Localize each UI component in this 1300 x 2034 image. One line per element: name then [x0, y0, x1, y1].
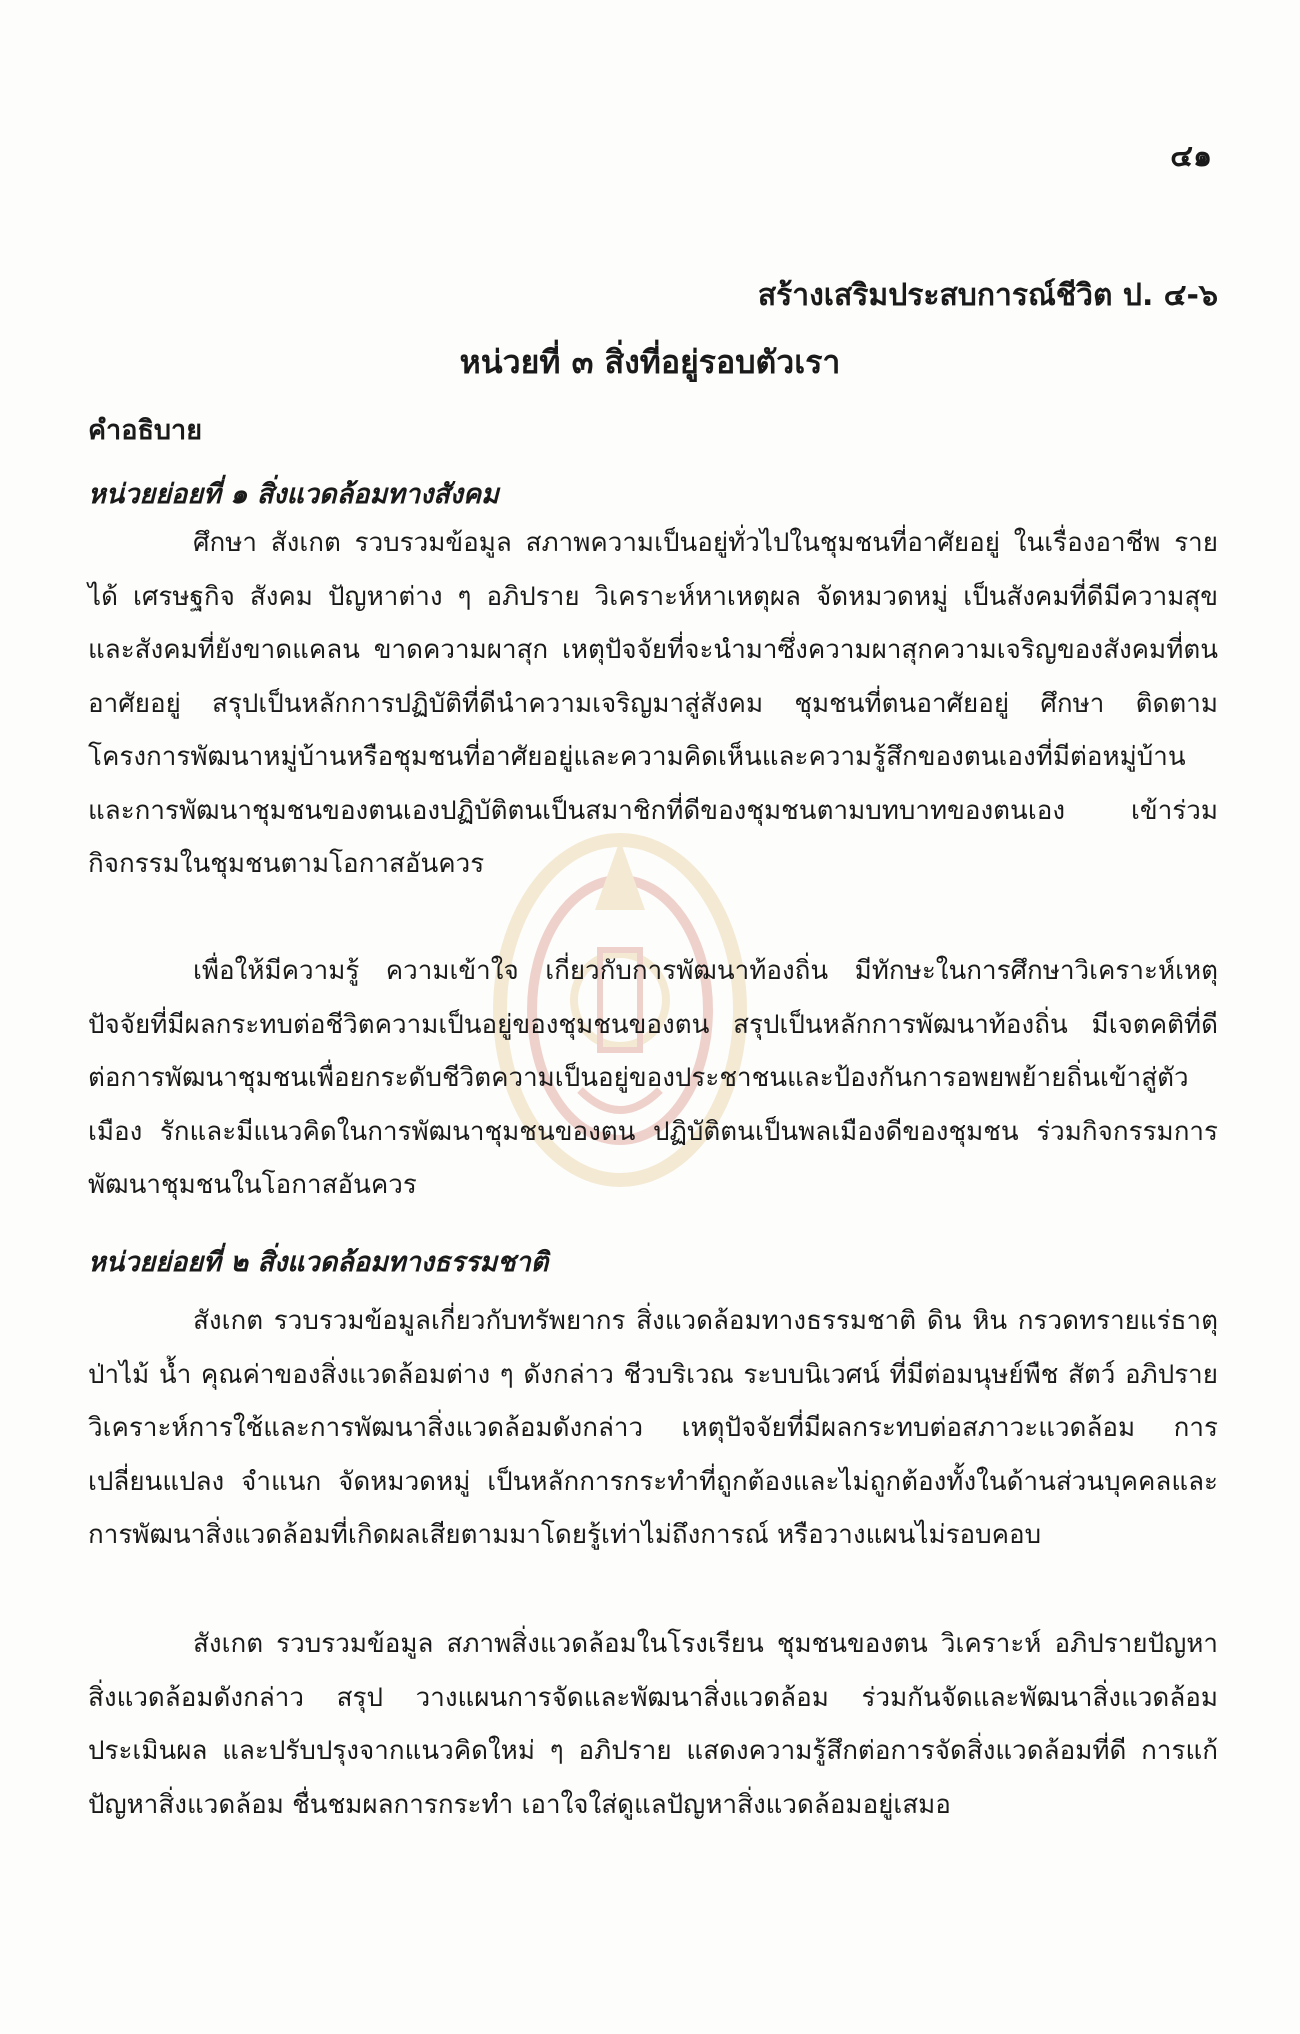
page-number: ๔๑ — [1170, 139, 1212, 174]
section-2-paragraph-2: สังเกต รวบรวมข้อมูล สภาพสิ่งแวดล้อมในโรงเรียน ชุมชนของตน วิเคราะห์ อภิปรายปัญหาสิ่งแวดล้อมดังกล่าว สรุป วางแผนการจัดและพัฒนาสิ่งแวดล้อม ร่วมกันจัดและพัฒนาสิ่งแวดล้อม ประเมินผล และปรับปรุงจากแนวคิดใหม่ ๆ อภิปราย แสดงความรู้สึกต่อการจัดสิ่งแวดล้อมที่ดี การแก้ปัญหาสิ่งแวดล้อม ชื่นชมผลการกระทำ เอาใจใส่ดูแลปัญหาสิ่งแวดล้อมอยู่เสมอ — [88, 1629, 1218, 1820]
course-title: สร้างเสริมประสบการณ์ชีวิต ป. ๔-๖ — [757, 278, 1218, 313]
unit-title: หน่วยที่ ๓ สิ่งที่อยู่รอบตัวเรา — [459, 343, 841, 381]
description-heading: คำอธิบาย — [88, 415, 203, 446]
section-2-heading: หน่วยย่อยที่ ๒ สิ่งแวดล้อมทางธรรมชาติ — [88, 1247, 549, 1278]
section-1-heading: หน่วยย่อยที่ ๑ สิ่งแวดล้อมทางสังคม — [88, 479, 499, 510]
section-1-paragraph-2: เพื่อให้มีความรู้ ความเข้าใจ เกี่ยวกับการพัฒนาท้องถิ่น มีทักษะในการศึกษาวิเคราะห์เหตุปัจจัยที่มีผลกระทบต่อชีวิตความเป็นอยู่ของชุมชนของตน สรุปเป็นหลักการพัฒนาท้องถิ่น มีเจตคติที่ดีต่อการพัฒนาชุมชนเพื่อยกระดับชีวิตความเป็นอยู่ของประชาชนและป้องกันการอพยพย้ายถิ่นเข้าสู่ตัวเมือง รักและมีแนวคิดในการพัฒนาชุมชนของตน ปฏิบัติตนเป็นพลเมืองดีของชุมชน ร่วมกิจกรรมการพัฒนาชุมชนในโอกาสอันควร — [88, 956, 1218, 1200]
section-2-paragraph-1: สังเกต รวบรวมข้อมูลเกี่ยวกับทรัพยากร สิ่งแวดล้อมทางธรรมชาติ ดิน หิน กรวดทรายแร่ธาตุ ป่าไม้ น้ำ คุณค่าของสิ่งแวดล้อมต่าง ๆ ดังกล่าว ชีวบริเวณ ระบบนิเวศน์ ที่มีต่อมนุษย์พืช สัตว์ อภิปราย วิเคราะห์การใช้และการพัฒนาสิ่งแวดล้อมดังกล่าว เหตุปัจจัยที่มีผลกระทบต่อสภาวะแวดล้อม การเปลี่ยนแปลง จำแนก จัดหมวดหมู่ เป็นหลักการกระทำที่ถูกต้องและไม่ถูกต้องทั้งในด้านส่วนบุคคลและการพัฒนาสิ่งแวดล้อมที่เกิดผลเสียตามมาโดยรู้เท่าไม่ถึงการณ์ หรือวางแผนไม่รอบคอบ — [88, 1306, 1218, 1550]
section-1-paragraph-1: ศึกษา สังเกต รวบรวมข้อมูล สภาพความเป็นอยู่ทั่วไปในชุมชนที่อาศัยอยู่ ในเรื่องอาชีพ รายได้ เศรษฐกิจ สังคม ปัญหาต่าง ๆ อภิปราย วิเคราะห์หาเหตุผล จัดหมวดหมู่ เป็นสังคมที่ดีมีความสุข และสังคมที่ยังขาดแคลน ขาดความผาสุก เหตุปัจจัยที่จะนำมาซึ่งความผาสุกความเจริญของสังคมที่ตนอาศัยอยู่ สรุปเป็นหลักการปฏิบัติที่ดีนำความเจริญมาสู่สังคม ชุมชนที่ตนอาศัยอยู่ ศึกษา ติดตามโครงการพัฒนาหมู่บ้านหรือชุมชนที่อาศัยอยู่และความคิดเห็นและความรู้สึกของตนเองที่มีต่อหมู่บ้านและการพัฒนาชุมชนของตนเองปฏิบัติตนเป็นสมาชิกที่ดีของชุมชนตามบทบาทของตนเอง เข้าร่วมกิจกรรมในชุมชนตามโอกาสอันควร — [88, 528, 1218, 879]
